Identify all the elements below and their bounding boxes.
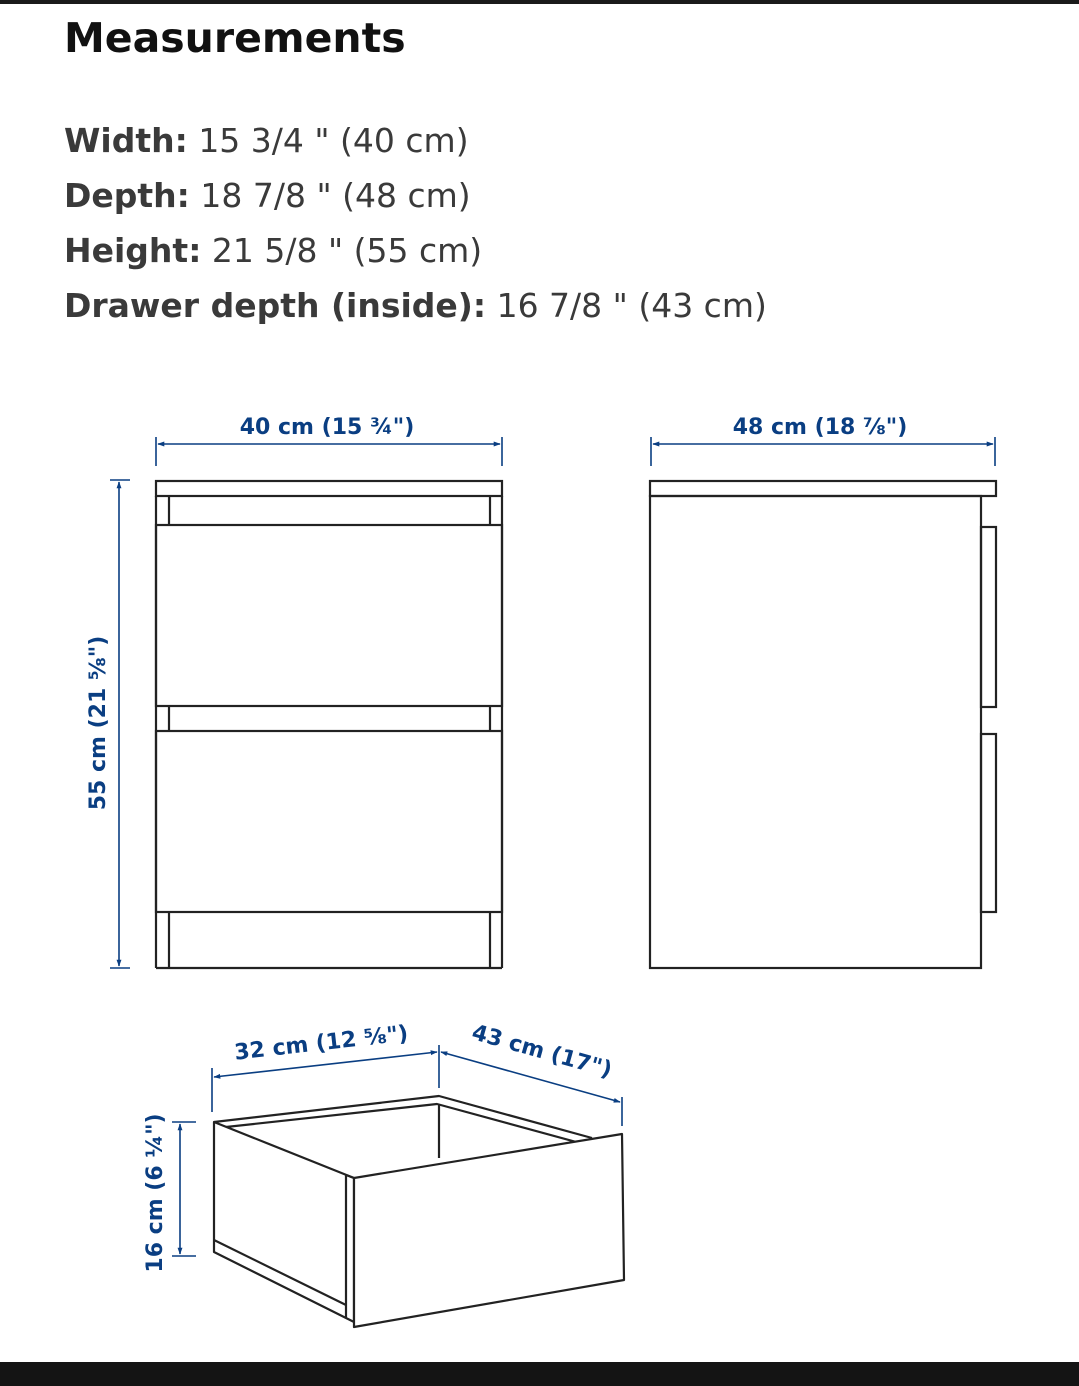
bottom-navigation-bar	[0, 1362, 1079, 1386]
section-title: Measurements	[64, 14, 406, 62]
side-depth-label: 48 cm (18 ⅞")	[732, 415, 908, 440]
side-depth-dimension	[651, 437, 995, 466]
lower-drawer-front	[156, 731, 502, 912]
spec-value: 21 5/8 " (55 cm)	[211, 231, 483, 270]
drawer-height-label: 16 cm (6 ¼")	[143, 1113, 168, 1273]
side-view-drawing	[650, 481, 996, 968]
front-width-label: 40 cm (15 ¾")	[239, 415, 415, 440]
drawer-depth-label: 43 cm (17")	[468, 1020, 615, 1084]
spec-value: 16 7/8 " (43 cm)	[496, 286, 767, 325]
side-body	[650, 496, 981, 968]
drawer-height-dimension	[172, 1122, 196, 1256]
spec-value: 18 7/8 " (48 cm)	[200, 176, 471, 215]
front-width-dimension	[156, 437, 502, 466]
front-view-drawing	[156, 481, 502, 968]
upper-drawer-front	[156, 525, 502, 706]
spec-label: Drawer depth (inside):	[64, 286, 487, 325]
spec-label: Height:	[64, 231, 202, 270]
side-top-panel	[650, 481, 996, 496]
drawer-left-side	[214, 1122, 354, 1322]
spec-label: Width:	[64, 121, 188, 160]
front-top-panel	[156, 481, 502, 496]
spec-value: 15 3/4 " (40 cm)	[198, 121, 469, 160]
front-height-label: 55 cm (21 ⅝")	[86, 635, 111, 811]
drawer-front-panel	[354, 1134, 624, 1327]
side-upper-drawer-profile	[981, 527, 996, 707]
side-lower-drawer-profile	[981, 734, 996, 912]
drawer-width-label: 32 cm (12 ⅝")	[233, 1021, 410, 1066]
drawer-box-drawing	[214, 1096, 624, 1327]
drawer-back-top-inner	[226, 1104, 580, 1143]
spec-label: Depth:	[64, 176, 190, 215]
front-height-dimension	[110, 480, 130, 968]
